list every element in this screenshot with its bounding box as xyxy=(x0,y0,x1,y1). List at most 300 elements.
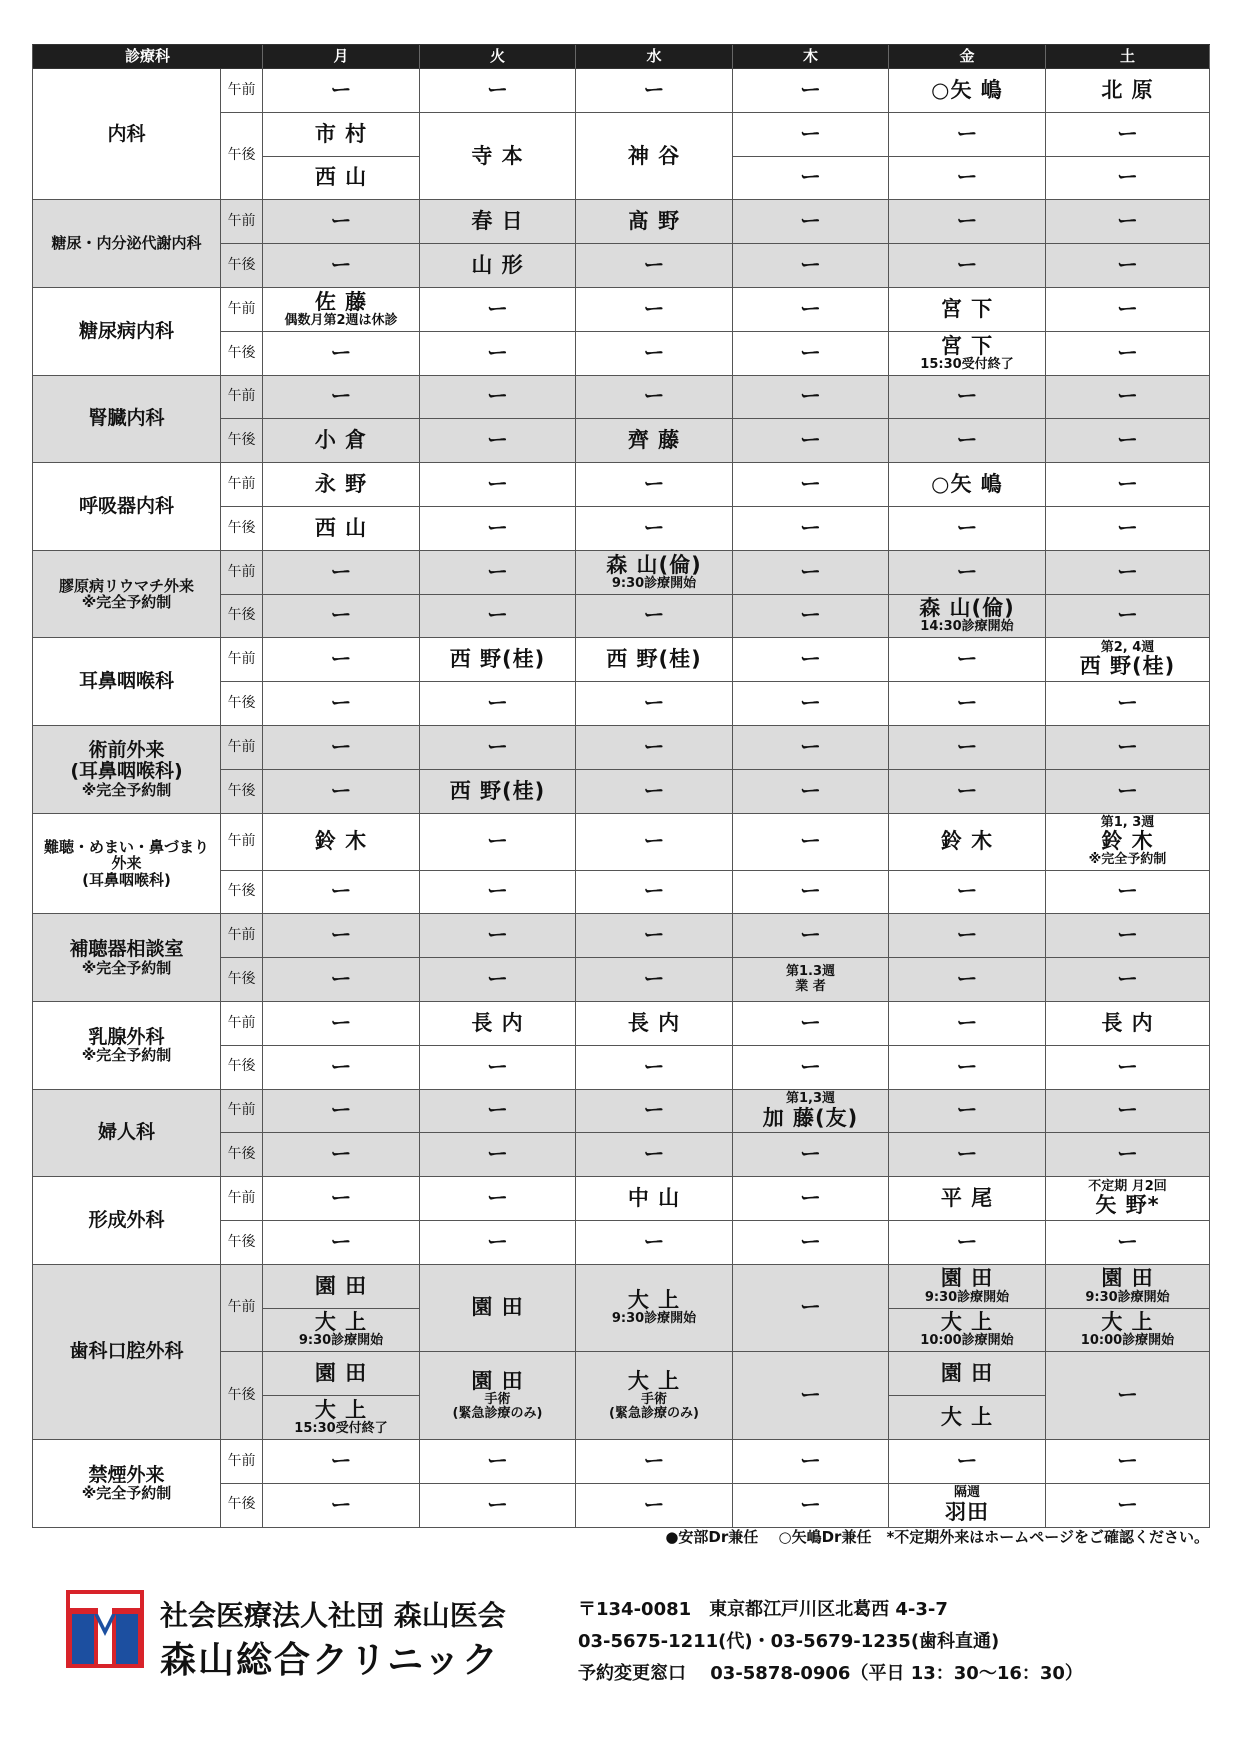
empty-slot: ー xyxy=(800,829,821,854)
schedule-cell xyxy=(263,200,420,244)
doctor-name: 長 内 xyxy=(1101,1010,1154,1035)
schedule-cell xyxy=(733,914,889,958)
schedule-cell xyxy=(733,551,889,595)
department-label: 乳腺外科 xyxy=(88,1025,165,1048)
header-dept: 診療科 xyxy=(33,45,263,69)
doctor-name: 西 野(桂) xyxy=(449,778,546,803)
department-label: (耳鼻咽喉科) xyxy=(70,760,183,783)
empty-slot: ー xyxy=(1117,428,1138,453)
empty-slot: ー xyxy=(330,691,352,716)
empty-slot: ー xyxy=(800,1492,821,1517)
schedule-cell xyxy=(889,1177,1046,1221)
empty-slot: ー xyxy=(487,691,508,716)
empty-slot: ー xyxy=(330,778,352,803)
empty-slot: ー xyxy=(643,829,665,854)
schedule-cell xyxy=(420,1484,576,1528)
schedule-note: 隔週 xyxy=(953,1485,980,1501)
empty-slot: ー xyxy=(330,1448,352,1473)
empty-slot: ー xyxy=(956,734,978,759)
department-name xyxy=(33,463,221,551)
empty-slot: ー xyxy=(643,923,665,948)
schedule-cell xyxy=(263,814,420,871)
empty-slot: ー xyxy=(800,691,821,716)
empty-slot: ー xyxy=(956,1054,978,1079)
department-label: 呼吸器内科 xyxy=(78,495,174,518)
empty-slot: ー xyxy=(1117,966,1138,991)
doctor-name: 神 谷 xyxy=(627,143,681,168)
schedule-cell xyxy=(576,682,733,726)
empty-slot: ー xyxy=(800,121,821,146)
schedule-cell xyxy=(576,288,733,332)
doctor-name: 平 尾 xyxy=(940,1185,994,1210)
schedule-cell xyxy=(263,1265,420,1309)
doctor-name: 鈴 木 xyxy=(940,829,994,854)
empty-slot: ー xyxy=(800,1010,821,1035)
schedule-cell xyxy=(733,1440,889,1484)
schedule-cell xyxy=(1046,1309,1210,1353)
department-label: 腎臓内科 xyxy=(88,407,165,430)
schedule-cell xyxy=(889,419,1046,463)
schedule-cell xyxy=(889,1309,1046,1353)
empty-slot: ー xyxy=(800,1185,821,1210)
clinic-phone: 03-5675-1211(代)・03-5679-1235(歯科直通) xyxy=(578,1631,1000,1652)
department-name xyxy=(33,288,221,376)
schedule-cell xyxy=(889,595,1046,639)
period-label: 午前 xyxy=(221,69,263,113)
schedule-cell xyxy=(576,1440,733,1484)
period-label: 午前 xyxy=(221,376,263,420)
schedule-cell xyxy=(889,871,1046,915)
empty-slot: ー xyxy=(487,77,508,102)
doctor-name: 佐 藤 xyxy=(314,289,368,314)
empty-slot: ー xyxy=(643,734,665,759)
doctor-name: 園 田 xyxy=(314,1361,368,1386)
empty-slot: ー xyxy=(956,384,978,409)
schedule-note: 14:30診療開始 xyxy=(920,619,1014,635)
empty-slot: ー xyxy=(800,1229,821,1254)
empty-slot: ー xyxy=(487,829,508,854)
department-name xyxy=(33,69,221,200)
schedule-cell xyxy=(733,1221,889,1265)
doctor-name: 西 野(桂) xyxy=(1079,654,1176,679)
schedule-cell xyxy=(576,551,733,595)
department-name xyxy=(33,914,221,1002)
schedule-cell xyxy=(733,200,889,244)
department-name xyxy=(33,200,221,288)
schedule-note: 9:30診療開始 xyxy=(611,1311,697,1327)
schedule-cell xyxy=(889,726,1046,770)
empty-slot: ー xyxy=(487,515,508,540)
empty-slot: ー xyxy=(1117,923,1138,948)
schedule-cell xyxy=(420,1265,576,1353)
empty-slot: ー xyxy=(956,209,978,234)
header-day: 水 xyxy=(576,45,733,69)
empty-slot: ー xyxy=(330,209,352,234)
doctor-name: 大 上 xyxy=(940,1310,994,1335)
empty-slot: ー xyxy=(487,603,508,628)
doctor-name: 寺 本 xyxy=(471,143,524,168)
schedule-cell xyxy=(1046,682,1210,726)
org-name: 社会医療法人社団 森山医会 xyxy=(160,1599,506,1632)
schedule-cell xyxy=(420,244,576,288)
schedule-cell xyxy=(263,638,420,682)
schedule-cell xyxy=(263,376,420,420)
empty-slot: ー xyxy=(643,1448,665,1473)
schedule-cell xyxy=(733,1177,889,1221)
empty-slot: ー xyxy=(1117,340,1138,365)
clinic-address: 〒134-0081 東京都江戸川区北葛西 4-3-7 xyxy=(578,1599,948,1620)
period-label: 午後 xyxy=(221,770,263,814)
schedule-cell xyxy=(263,113,420,157)
empty-slot: ー xyxy=(800,879,821,904)
schedule-cell xyxy=(889,332,1046,376)
doctor-name: 西 野(桂) xyxy=(449,647,546,672)
schedule-cell xyxy=(889,682,1046,726)
period-label: 午前 xyxy=(221,914,263,958)
schedule-cell xyxy=(576,332,733,376)
tm-logo-icon xyxy=(66,1590,144,1668)
schedule-cell xyxy=(263,1046,420,1090)
department-label: 歯科口腔外科 xyxy=(69,1340,184,1363)
doctor-name: 鈴 木 xyxy=(1101,829,1154,854)
department-label: ※完全予約制 xyxy=(81,1484,172,1503)
empty-slot: ー xyxy=(956,515,978,540)
schedule-cell xyxy=(1046,463,1210,507)
schedule-cell xyxy=(576,1046,733,1090)
empty-slot: ー xyxy=(800,923,821,948)
empty-slot: ー xyxy=(487,1185,508,1210)
schedule-cell xyxy=(733,113,889,157)
doctor-name: 園 田 xyxy=(471,1368,524,1393)
doctor-name: 小 倉 xyxy=(314,428,368,453)
schedule-cell xyxy=(1046,1046,1210,1090)
period-label: 午後 xyxy=(221,332,263,376)
period-label: 午前 xyxy=(221,1090,263,1134)
header-day: 木 xyxy=(733,45,889,69)
schedule-cell xyxy=(576,595,733,639)
period-label: 午後 xyxy=(221,1484,263,1528)
schedule-cell xyxy=(263,1352,420,1396)
empty-slot: ー xyxy=(487,428,508,453)
schedule-cell xyxy=(263,463,420,507)
schedule-cell xyxy=(263,682,420,726)
schedule-cell xyxy=(420,551,576,595)
schedule-note: 9:30診療開始 xyxy=(298,1333,384,1349)
empty-slot: ー xyxy=(1117,1142,1138,1167)
schedule-cell xyxy=(733,1090,889,1134)
schedule-cell xyxy=(420,288,576,332)
empty-slot: ー xyxy=(1117,691,1138,716)
schedule-note: 9:30診療開始 xyxy=(924,1289,1010,1305)
schedule-cell xyxy=(420,871,576,915)
schedule-cell xyxy=(1046,1133,1210,1177)
doctor-name: 春 日 xyxy=(471,209,524,234)
empty-slot: ー xyxy=(487,734,508,759)
schedule-cell xyxy=(263,288,420,332)
empty-slot: ー xyxy=(1117,603,1138,628)
empty-slot: ー xyxy=(487,1098,508,1123)
empty-slot: ー xyxy=(330,966,352,991)
schedule-cell xyxy=(263,1440,420,1484)
schedule-cell xyxy=(576,1133,733,1177)
schedule-cell xyxy=(576,419,733,463)
empty-slot: ー xyxy=(956,647,978,672)
schedule-note: 手術 xyxy=(640,1391,667,1407)
department-label: 内科 xyxy=(107,122,146,145)
doctor-name: 宮 下 xyxy=(940,296,994,321)
header-day: 月 xyxy=(263,45,420,69)
department-label: ※完全予約制 xyxy=(81,958,172,977)
empty-slot: ー xyxy=(487,384,508,409)
period-label: 午後 xyxy=(221,1221,263,1265)
schedule-cell xyxy=(420,958,576,1002)
empty-slot: ー xyxy=(487,966,508,991)
department-name xyxy=(33,1440,221,1528)
empty-slot: ー xyxy=(800,253,821,278)
empty-slot: ー xyxy=(643,1229,665,1254)
schedule-cell xyxy=(889,1090,1046,1134)
period-label: 午後 xyxy=(221,1133,263,1177)
doctor-name: 園 田 xyxy=(940,1266,994,1291)
empty-slot: ー xyxy=(330,1054,352,1079)
schedule-cell xyxy=(576,814,733,871)
schedule-cell xyxy=(420,1046,576,1090)
schedule-cell xyxy=(1046,69,1210,113)
empty-slot: ー xyxy=(330,1010,352,1035)
empty-slot: ー xyxy=(956,1098,978,1123)
doctor-name: 大 上 xyxy=(627,1288,681,1313)
empty-slot: ー xyxy=(643,778,665,803)
empty-slot: ー xyxy=(956,1229,978,1254)
schedule-cell xyxy=(576,1002,733,1046)
schedule-cell xyxy=(576,463,733,507)
schedule-cell xyxy=(420,770,576,814)
schedule-cell xyxy=(420,1440,576,1484)
empty-slot: ー xyxy=(800,603,821,628)
empty-slot: ー xyxy=(330,1098,352,1123)
schedule-cell xyxy=(1046,871,1210,915)
empty-slot: ー xyxy=(1117,1098,1138,1123)
schedule-cell xyxy=(263,1484,420,1528)
empty-slot: ー xyxy=(643,966,665,991)
schedule-cell xyxy=(420,1090,576,1134)
schedule-note: 第1, 3週 xyxy=(1100,814,1155,830)
schedule-cell xyxy=(733,1046,889,1090)
empty-slot: ー xyxy=(330,603,352,628)
empty-slot: ー xyxy=(487,1142,508,1167)
schedule-cell xyxy=(420,1352,576,1440)
schedule-note: 10:00診療開始 xyxy=(920,1333,1014,1349)
schedule-table xyxy=(32,44,1210,1528)
schedule-cell xyxy=(889,376,1046,420)
schedule-cell xyxy=(733,1484,889,1528)
doctor-name: 加 藤(友) xyxy=(762,1105,859,1130)
empty-slot: ー xyxy=(330,77,352,102)
department-label: 形成外科 xyxy=(88,1208,165,1231)
period-label: 午前 xyxy=(221,463,263,507)
empty-slot: ー xyxy=(1117,559,1138,584)
schedule-cell xyxy=(263,1177,420,1221)
schedule-cell xyxy=(420,914,576,958)
schedule-cell xyxy=(733,958,889,1002)
department-label: 外来 xyxy=(111,854,142,873)
empty-slot: ー xyxy=(487,296,508,321)
period-label: 午後 xyxy=(221,419,263,463)
doctor-name: 園 田 xyxy=(940,1361,994,1386)
period-label: 午後 xyxy=(221,507,263,551)
period-label: 午前 xyxy=(221,1002,263,1046)
schedule-cell xyxy=(576,113,733,201)
schedule-cell xyxy=(733,726,889,770)
schedule-note: 業 者 xyxy=(795,978,826,994)
empty-slot: ー xyxy=(330,1142,352,1167)
empty-slot: ー xyxy=(1117,209,1138,234)
header-day: 金 xyxy=(889,45,1046,69)
schedule-note: 15:30受付終了 xyxy=(294,1420,388,1436)
department-name xyxy=(33,1002,221,1090)
schedule-note: ※完全予約制 xyxy=(1088,852,1167,868)
schedule-cell xyxy=(1046,419,1210,463)
doctor-name: 西 山 xyxy=(314,165,368,190)
schedule-cell xyxy=(733,1265,889,1353)
empty-slot: ー xyxy=(1117,778,1138,803)
empty-slot: ー xyxy=(800,165,821,190)
period-label: 午前 xyxy=(221,1177,263,1221)
period-label: 午後 xyxy=(221,113,263,201)
empty-slot: ー xyxy=(800,77,821,102)
empty-slot: ー xyxy=(956,253,978,278)
schedule-cell xyxy=(576,1090,733,1134)
schedule-cell xyxy=(733,463,889,507)
schedule-cell xyxy=(263,595,420,639)
empty-slot: ー xyxy=(330,559,352,584)
schedule-cell xyxy=(420,69,576,113)
doctor-name: 長 内 xyxy=(471,1010,524,1035)
empty-slot: ー xyxy=(1117,734,1138,759)
schedule-cell xyxy=(576,507,733,551)
schedule-cell xyxy=(576,871,733,915)
department-label: 糖尿・内分泌代謝内科 xyxy=(51,234,202,253)
schedule-cell xyxy=(733,1352,889,1440)
department-name xyxy=(33,726,221,814)
header-day: 土 xyxy=(1046,45,1210,69)
schedule-cell xyxy=(1046,726,1210,770)
empty-slot: ー xyxy=(643,253,665,278)
schedule-cell xyxy=(1046,1440,1210,1484)
schedule-cell xyxy=(889,1002,1046,1046)
schedule-cell xyxy=(1046,244,1210,288)
department-label: ※完全予約制 xyxy=(81,593,172,612)
schedule-cell xyxy=(1046,1484,1210,1528)
empty-slot: ー xyxy=(643,1492,665,1517)
empty-slot: ー xyxy=(330,647,352,672)
department-label: 糖尿病内科 xyxy=(78,319,174,342)
schedule-note: (緊急診療のみ) xyxy=(609,1406,699,1422)
schedule-cell xyxy=(1046,157,1210,201)
department-label: 膠原病リウマチ外来 xyxy=(58,576,194,595)
schedule-cell xyxy=(889,1046,1046,1090)
schedule-cell xyxy=(889,814,1046,871)
empty-slot: ー xyxy=(643,515,665,540)
empty-slot: ー xyxy=(800,1054,821,1079)
schedule-cell xyxy=(576,958,733,1002)
schedule-cell xyxy=(889,244,1046,288)
doctor-name: 西 山 xyxy=(314,515,368,540)
empty-slot: ー xyxy=(1117,879,1138,904)
schedule-cell xyxy=(733,288,889,332)
empty-slot: ー xyxy=(800,209,821,234)
schedule-note: 第1.3週 xyxy=(785,964,836,980)
empty-slot: ー xyxy=(487,472,508,497)
empty-slot: ー xyxy=(487,1492,508,1517)
doctor-name: 齊 藤 xyxy=(627,428,681,453)
schedule-cell xyxy=(733,419,889,463)
empty-slot: ー xyxy=(956,121,978,146)
schedule-cell xyxy=(733,682,889,726)
schedule-cell xyxy=(1046,814,1210,871)
department-name xyxy=(33,638,221,726)
doctor-name: ○矢 嶋 xyxy=(931,472,1003,497)
department-label: 婦人科 xyxy=(97,1121,155,1144)
doctor-name: 中 山 xyxy=(627,1185,681,1210)
doctor-name: 園 田 xyxy=(314,1273,368,1298)
period-label: 午後 xyxy=(221,682,263,726)
schedule-cell xyxy=(889,1396,1046,1440)
schedule-cell xyxy=(263,1002,420,1046)
schedule-note: 偶数月第2週は休診 xyxy=(284,312,398,328)
doctor-name: 髙 野 xyxy=(627,209,681,234)
schedule-cell xyxy=(263,332,420,376)
schedule-cell xyxy=(889,507,1046,551)
clinic-name: 森山総合クリニック xyxy=(160,1640,500,1681)
schedule-cell xyxy=(576,376,733,420)
empty-slot: ー xyxy=(1117,472,1138,497)
department-name xyxy=(33,376,221,464)
schedule-cell xyxy=(263,244,420,288)
schedule-note: (緊急診療のみ) xyxy=(452,1406,543,1422)
empty-slot: ー xyxy=(800,1383,821,1408)
period-label: 午前 xyxy=(221,638,263,682)
schedule-cell xyxy=(1046,1352,1210,1440)
schedule-cell xyxy=(420,814,576,871)
doctor-name: 園 田 xyxy=(1101,1266,1154,1291)
department-label: 補聴器相談室 xyxy=(69,937,184,960)
schedule-cell xyxy=(420,1002,576,1046)
empty-slot: ー xyxy=(330,1229,352,1254)
schedule-cell xyxy=(1046,376,1210,420)
schedule-cell xyxy=(420,1177,576,1221)
schedule-cell xyxy=(420,1133,576,1177)
schedule-cell xyxy=(1046,1090,1210,1134)
schedule-cell xyxy=(576,914,733,958)
doctor-name: 羽田 xyxy=(945,1499,989,1524)
schedule-cell xyxy=(576,200,733,244)
doctor-name: 大 上 xyxy=(314,1310,368,1335)
empty-slot: ー xyxy=(487,923,508,948)
schedule-cell xyxy=(576,726,733,770)
schedule-cell xyxy=(889,113,1046,157)
schedule-cell xyxy=(889,463,1046,507)
schedule-cell xyxy=(263,871,420,915)
schedule-cell xyxy=(889,157,1046,201)
schedule-cell xyxy=(733,1002,889,1046)
schedule-cell xyxy=(1046,958,1210,1002)
schedule-cell xyxy=(889,69,1046,113)
schedule-note: 9:30診療開始 xyxy=(1085,1289,1170,1305)
schedule-note: 9:30診療開始 xyxy=(611,575,697,591)
doctor-name: 大 上 xyxy=(314,1397,368,1422)
period-label: 午前 xyxy=(221,200,263,244)
